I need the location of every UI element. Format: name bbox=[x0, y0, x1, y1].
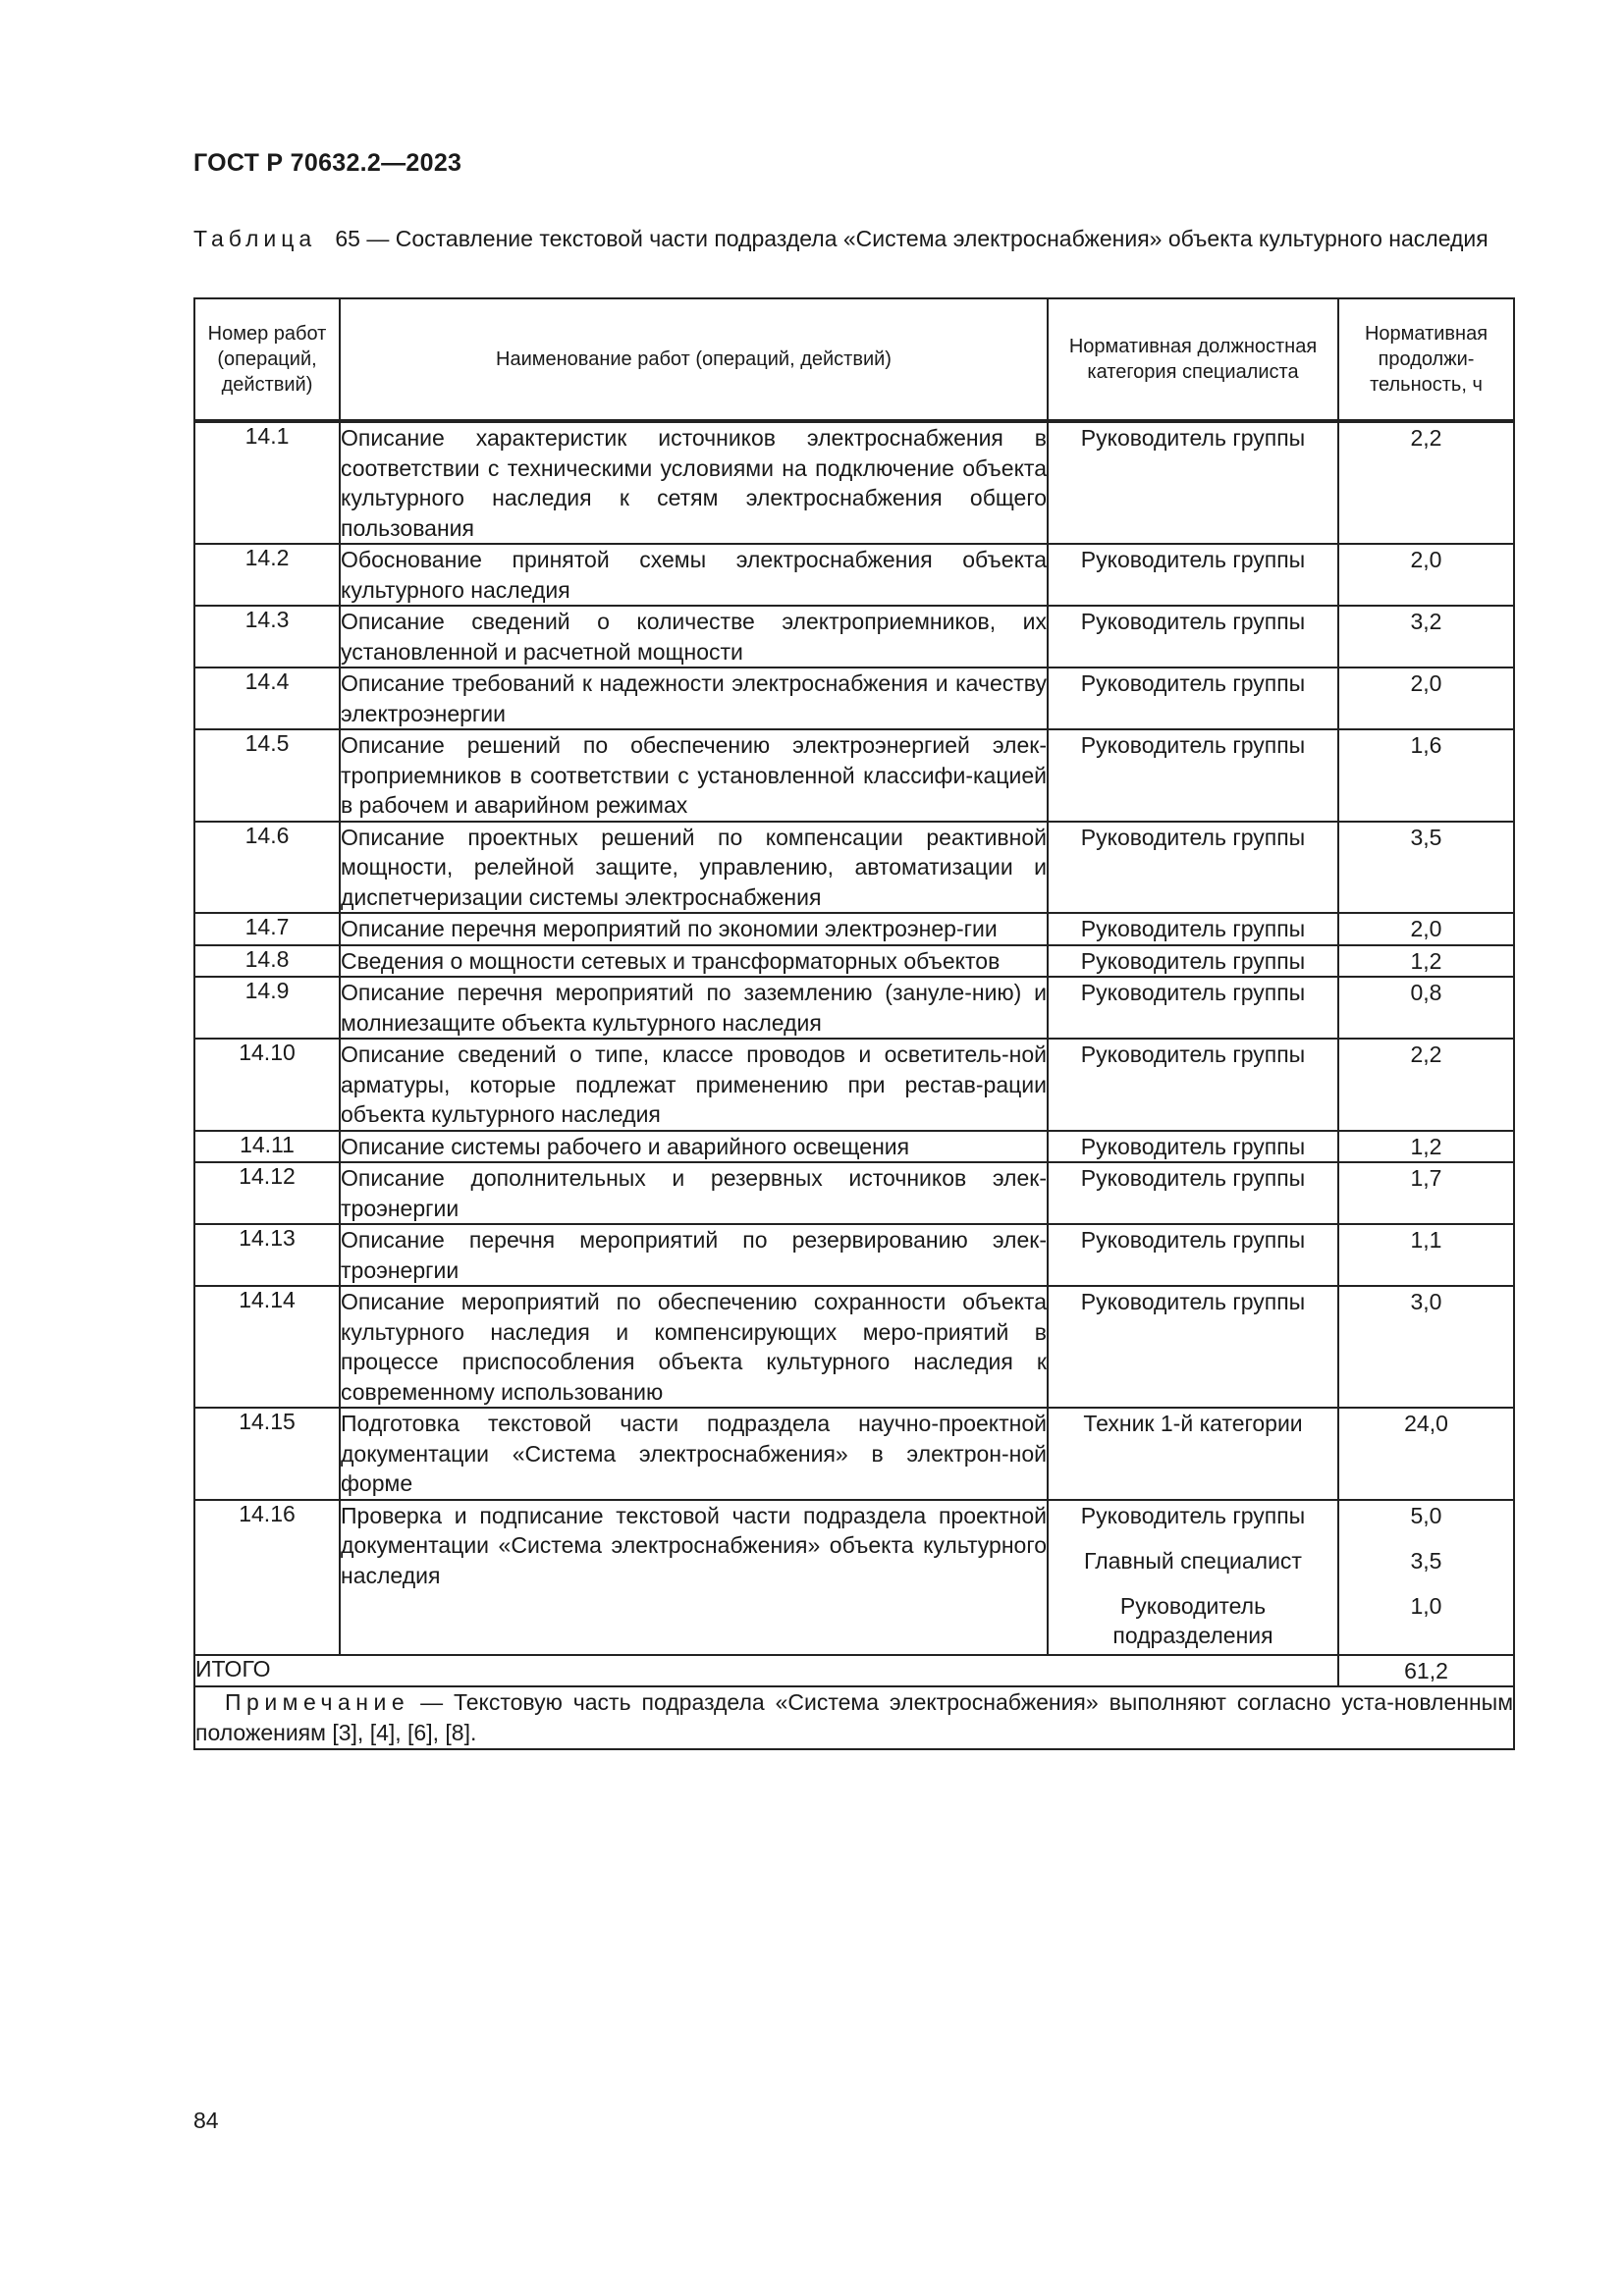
row-description: Описание требований к надежности электроснабжения и качеству электроэнергии bbox=[340, 667, 1048, 729]
caption-label: Таблица bbox=[193, 226, 317, 251]
row-category: Руководитель группы bbox=[1048, 1286, 1338, 1408]
row-duration: 1,6 bbox=[1338, 729, 1514, 822]
row-number: 14.11 bbox=[194, 1131, 340, 1163]
row-duration: 5,0 bbox=[1410, 1502, 1442, 1528]
row-description: Описание сведений о количестве электроприемников, их установленной и расчетной мощности bbox=[340, 606, 1048, 667]
row-category: Главный специалист bbox=[1084, 1547, 1302, 1574]
table-row bbox=[194, 729, 1514, 822]
row-number: 14.9 bbox=[194, 977, 340, 1039]
total-row bbox=[194, 1655, 1514, 1686]
total-label: ИТОГО bbox=[194, 1655, 1338, 1686]
row-duration: 2,2 bbox=[1338, 421, 1514, 544]
row-description: Описание перечня мероприятий по экономии электроэнер-гии bbox=[340, 913, 1048, 945]
row-description: Описание перечня мероприятий по заземлению (зануле-нию) и молниезащите объекта культурного наследия bbox=[340, 977, 1048, 1039]
row-number: 14.1 bbox=[194, 421, 340, 544]
col-header-name: Наименование работ (операций, действий) bbox=[340, 298, 1048, 421]
row-description: Описание мероприятий по обеспечению сохранности объекта культурного наследия и компенсирующих меро-приятий в процессе приспособления объекта культурного наследия к современному использованию bbox=[340, 1286, 1048, 1408]
row-duration: 2,0 bbox=[1338, 544, 1514, 606]
row-description: Подготовка текстовой части подраздела научно-проектной документации «Система электроснабжения» в электрон-ной форме bbox=[340, 1408, 1048, 1500]
row-description: Проверка и подписание текстовой части подраздела проектной документации «Система электроснабжения» объекта культурного наследия bbox=[340, 1500, 1048, 1655]
row-category: Техник 1-й категории bbox=[1048, 1408, 1338, 1500]
row-number: 14.8 bbox=[194, 945, 340, 978]
works-table bbox=[193, 297, 1515, 1750]
table-caption bbox=[193, 224, 1512, 254]
table-row bbox=[194, 667, 1514, 729]
row-number: 14.6 bbox=[194, 822, 340, 914]
page-number: 84 bbox=[193, 2108, 219, 2133]
table-note bbox=[194, 1686, 1514, 1749]
row-number: 14.5 bbox=[194, 729, 340, 822]
note-row bbox=[194, 1686, 1514, 1749]
caption-text: 65 — Составление текстовой части подраздела «Система электроснабжения» объекта культурного наследия bbox=[335, 226, 1489, 251]
row-category: Руководитель группы bbox=[1048, 667, 1338, 729]
col-header-number: Номер работ (операций, действий) bbox=[194, 298, 340, 421]
row-duration: 2,0 bbox=[1338, 667, 1514, 729]
row-description: Описание сведений о типе, классе проводов и осветитель-ной арматуры, которые подлежат применению при рестав-рации объекта культурного наследия bbox=[340, 1039, 1048, 1131]
row-number: 14.3 bbox=[194, 606, 340, 667]
table-row bbox=[194, 1131, 1514, 1163]
document-id: ГОСТ Р 70632.2—2023 bbox=[193, 149, 462, 177]
col-header-duration: Нормативная продолжи-тельность, ч bbox=[1338, 298, 1514, 421]
table-row bbox=[194, 1500, 1514, 1655]
row-category: Руководитель группы bbox=[1080, 1502, 1306, 1528]
row-number: 14.13 bbox=[194, 1224, 340, 1286]
row-number: 14.14 bbox=[194, 1286, 340, 1408]
row-category: Руководитель группы bbox=[1048, 945, 1338, 978]
row-number: 14.12 bbox=[194, 1162, 340, 1224]
total-value: 61,2 bbox=[1338, 1655, 1514, 1686]
row-description: Сведения о мощности сетевых и трансформаторных объектов bbox=[340, 945, 1048, 978]
row-duration: 3,0 bbox=[1338, 1286, 1514, 1408]
row-description: Описание проектных решений по компенсации реактивной мощности, релейной защите, управлению, автоматизации и диспетчеризации системы электроснабжения bbox=[340, 822, 1048, 914]
table-row bbox=[194, 1408, 1514, 1500]
table-row bbox=[194, 421, 1514, 544]
row-duration: 0,8 bbox=[1338, 977, 1514, 1039]
note-label: Примечание bbox=[225, 1688, 410, 1715]
row-number: 14.2 bbox=[194, 544, 340, 606]
row-category: Руководитель группы bbox=[1048, 913, 1338, 945]
row-category: Руководитель группы bbox=[1048, 606, 1338, 667]
table-row bbox=[194, 945, 1514, 978]
row-category: Руководитель группы bbox=[1048, 822, 1338, 914]
table-header-row bbox=[194, 298, 1514, 421]
table-row bbox=[194, 1039, 1514, 1131]
row-duration: 3,5 bbox=[1338, 822, 1514, 914]
row-duration: 2,0 bbox=[1338, 913, 1514, 945]
row-number: 14.16 bbox=[194, 1500, 340, 1655]
row-duration: 1,0 bbox=[1410, 1592, 1442, 1619]
row-number: 14.4 bbox=[194, 667, 340, 729]
row-description: Обоснование принятой схемы электроснабжения объекта культурного наследия bbox=[340, 544, 1048, 606]
row-number: 14.15 bbox=[194, 1408, 340, 1500]
table-row bbox=[194, 606, 1514, 667]
table-row bbox=[194, 1286, 1514, 1408]
row-category: Руководитель группы bbox=[1048, 1224, 1338, 1286]
row-description: Описание системы рабочего и аварийного освещения bbox=[340, 1131, 1048, 1163]
row-category: Руководитель группы bbox=[1048, 1162, 1338, 1224]
row-duration: 3,5 bbox=[1410, 1547, 1442, 1574]
row-description: Описание дополнительных и резервных источников элек-троэнергии bbox=[340, 1162, 1048, 1224]
row-category: Руководитель группы bbox=[1048, 1131, 1338, 1163]
row-duration: 3,2 bbox=[1338, 606, 1514, 667]
row-duration: 2,2 bbox=[1338, 1039, 1514, 1131]
table-row bbox=[194, 1162, 1514, 1224]
row-category-multi bbox=[1048, 1500, 1338, 1655]
row-category: Руководитель группы bbox=[1048, 977, 1338, 1039]
row-category: Руководитель группы bbox=[1048, 729, 1338, 822]
row-duration-multi bbox=[1338, 1500, 1514, 1655]
row-category: Руководитель группы bbox=[1048, 1039, 1338, 1131]
note-text: — Текстовую часть подраздела «Система электроснабжения» выполняют согласно уста-новленным положениям [3], [4], [6], [8]. bbox=[195, 1688, 1514, 1745]
row-duration: 1,7 bbox=[1338, 1162, 1514, 1224]
row-category: Руководитель группы bbox=[1048, 421, 1338, 544]
row-number: 14.7 bbox=[194, 913, 340, 945]
row-category: Руководитель группы bbox=[1048, 544, 1338, 606]
row-description: Описание перечня мероприятий по резервированию элек-троэнергии bbox=[340, 1224, 1048, 1286]
row-duration: 1,2 bbox=[1338, 945, 1514, 978]
row-description: Описание характеристик источников электроснабжения в соответствии с техническими условиями на подключение объекта культурного наследия к сетям электроснабжения общего пользования bbox=[340, 421, 1048, 544]
table-row bbox=[194, 822, 1514, 914]
row-duration: 1,2 bbox=[1338, 1131, 1514, 1163]
row-description: Описание решений по обеспечению электроэнергией элек-троприемников в соответствии с установленной классифи-кацией в рабочем и аварийном режимах bbox=[340, 729, 1048, 822]
row-duration: 1,1 bbox=[1338, 1224, 1514, 1286]
table-row bbox=[194, 977, 1514, 1039]
row-duration: 24,0 bbox=[1338, 1408, 1514, 1500]
row-number: 14.10 bbox=[194, 1039, 340, 1131]
row-category: Руководитель подразделения bbox=[1112, 1592, 1273, 1648]
table-row bbox=[194, 1224, 1514, 1286]
col-header-category: Нормативная должностная категория специалиста bbox=[1048, 298, 1338, 421]
table-row bbox=[194, 544, 1514, 606]
table-row bbox=[194, 913, 1514, 945]
